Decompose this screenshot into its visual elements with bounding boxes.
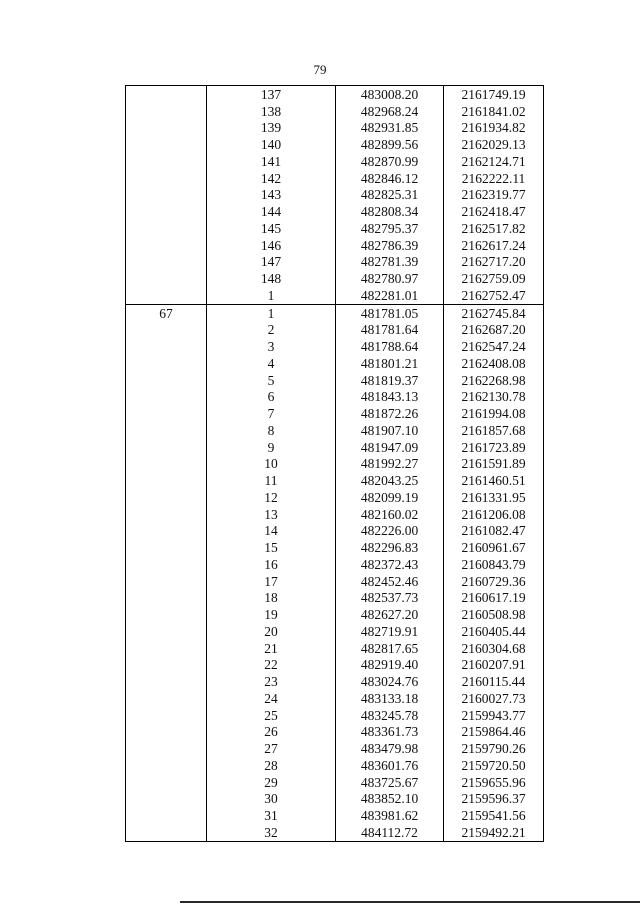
parcel-number-cell [126, 724, 207, 741]
x-coordinate-cell: 481781.64 [336, 322, 444, 339]
table-row [126, 120, 544, 137]
x-coordinate-cell: 481788.64 [336, 338, 444, 355]
x-coordinate-cell: 482795.37 [336, 220, 444, 237]
parcel-number-cell [126, 103, 207, 120]
point-number-cell: 13 [207, 506, 336, 523]
x-coordinate-cell: 482043.25 [336, 472, 444, 489]
coordinate-table-body [126, 86, 544, 842]
parcel-number-cell [126, 203, 207, 220]
point-number-cell: 30 [207, 791, 336, 808]
y-coordinate-cell: 2160405.44 [444, 623, 544, 640]
y-coordinate-cell: 2159596.37 [444, 791, 544, 808]
point-number-cell: 146 [207, 237, 336, 254]
x-coordinate-cell: 482452.46 [336, 573, 444, 590]
table-row [126, 338, 544, 355]
table-row [126, 287, 544, 304]
point-number-cell: 26 [207, 724, 336, 741]
y-coordinate-cell: 2162319.77 [444, 187, 544, 204]
y-coordinate-cell: 2160617.19 [444, 590, 544, 607]
y-coordinate-cell: 2162745.84 [444, 304, 544, 321]
table-row [126, 757, 544, 774]
point-number-cell: 6 [207, 389, 336, 406]
point-number-cell: 25 [207, 707, 336, 724]
parcel-number-cell [126, 791, 207, 808]
point-number-cell: 147 [207, 254, 336, 271]
x-coordinate-cell: 482281.01 [336, 287, 444, 304]
point-number-cell: 16 [207, 556, 336, 573]
x-coordinate-cell: 481801.21 [336, 355, 444, 372]
y-coordinate-cell: 2162268.98 [444, 372, 544, 389]
y-coordinate-cell: 2160508.98 [444, 606, 544, 623]
table-row [126, 372, 544, 389]
point-number-cell: 10 [207, 456, 336, 473]
parcel-number-cell [126, 287, 207, 304]
table-row [126, 774, 544, 791]
parcel-number-cell [126, 254, 207, 271]
y-coordinate-cell: 2161857.68 [444, 422, 544, 439]
y-coordinate-cell: 2159720.50 [444, 757, 544, 774]
y-coordinate-cell: 2160207.91 [444, 657, 544, 674]
point-number-cell: 21 [207, 640, 336, 657]
y-coordinate-cell: 2159943.77 [444, 707, 544, 724]
point-number-cell: 20 [207, 623, 336, 640]
parcel-number-cell [126, 456, 207, 473]
x-coordinate-cell: 483601.76 [336, 757, 444, 774]
y-coordinate-cell: 2161331.95 [444, 489, 544, 506]
x-coordinate-cell: 482817.65 [336, 640, 444, 657]
table-row [126, 523, 544, 540]
x-coordinate-cell: 482899.56 [336, 136, 444, 153]
x-coordinate-cell: 482786.39 [336, 237, 444, 254]
y-coordinate-cell: 2161723.89 [444, 439, 544, 456]
x-coordinate-cell: 483479.98 [336, 740, 444, 757]
table-row [126, 304, 544, 321]
parcel-number-cell [126, 237, 207, 254]
point-number-cell: 4 [207, 355, 336, 372]
parcel-number-cell [126, 690, 207, 707]
parcel-number-cell [126, 86, 207, 103]
table-row [126, 539, 544, 556]
table-row [126, 456, 544, 473]
point-number-cell: 1 [207, 287, 336, 304]
scan-edge-line [180, 901, 640, 903]
table-row [126, 254, 544, 271]
table-row [126, 824, 544, 841]
point-number-cell: 8 [207, 422, 336, 439]
parcel-number-cell [126, 740, 207, 757]
point-number-cell: 145 [207, 220, 336, 237]
table-row [126, 203, 544, 220]
y-coordinate-cell: 2161749.19 [444, 86, 544, 103]
x-coordinate-cell: 483245.78 [336, 707, 444, 724]
y-coordinate-cell: 2162617.24 [444, 237, 544, 254]
y-coordinate-cell: 2161591.89 [444, 456, 544, 473]
table-row [126, 640, 544, 657]
point-number-cell: 24 [207, 690, 336, 707]
point-number-cell: 141 [207, 153, 336, 170]
point-number-cell: 3 [207, 338, 336, 355]
x-coordinate-cell: 481819.37 [336, 372, 444, 389]
table-row [126, 220, 544, 237]
table-row [126, 740, 544, 757]
x-coordinate-cell: 483852.10 [336, 791, 444, 808]
y-coordinate-cell: 2162222.11 [444, 170, 544, 187]
point-number-cell: 11 [207, 472, 336, 489]
x-coordinate-cell: 482160.02 [336, 506, 444, 523]
x-coordinate-cell: 481992.27 [336, 456, 444, 473]
x-coordinate-cell: 484112.72 [336, 824, 444, 841]
parcel-number-cell [126, 506, 207, 523]
table-row [126, 389, 544, 406]
y-coordinate-cell: 2160961.67 [444, 539, 544, 556]
parcel-number-cell [126, 707, 207, 724]
y-coordinate-cell: 2162418.47 [444, 203, 544, 220]
x-coordinate-cell: 482870.99 [336, 153, 444, 170]
parcel-number-cell [126, 657, 207, 674]
x-coordinate-cell: 482808.34 [336, 203, 444, 220]
point-number-cell: 7 [207, 405, 336, 422]
parcel-number-cell [126, 322, 207, 339]
x-coordinate-cell: 481907.10 [336, 422, 444, 439]
point-number-cell: 29 [207, 774, 336, 791]
table-row [126, 506, 544, 523]
table-row [126, 573, 544, 590]
x-coordinate-cell: 482781.39 [336, 254, 444, 271]
x-coordinate-cell: 482780.97 [336, 270, 444, 287]
point-number-cell: 1 [207, 304, 336, 321]
y-coordinate-cell: 2161082.47 [444, 523, 544, 540]
point-number-cell: 28 [207, 757, 336, 774]
y-coordinate-cell: 2160729.36 [444, 573, 544, 590]
table-row [126, 187, 544, 204]
y-coordinate-cell: 2162547.24 [444, 338, 544, 355]
parcel-number-cell [126, 472, 207, 489]
y-coordinate-cell: 2162130.78 [444, 389, 544, 406]
parcel-number-cell [126, 153, 207, 170]
parcel-number-cell [126, 422, 207, 439]
table-row [126, 623, 544, 640]
table-row [126, 270, 544, 287]
parcel-number-cell [126, 673, 207, 690]
y-coordinate-cell: 2159864.46 [444, 724, 544, 741]
parcel-number-cell [126, 807, 207, 824]
table-row [126, 590, 544, 607]
x-coordinate-cell: 482226.00 [336, 523, 444, 540]
x-coordinate-cell: 482825.31 [336, 187, 444, 204]
y-coordinate-cell: 2160304.68 [444, 640, 544, 657]
y-coordinate-cell: 2162124.71 [444, 153, 544, 170]
parcel-number-cell [126, 640, 207, 657]
x-coordinate-cell: 483981.62 [336, 807, 444, 824]
parcel-number-cell [126, 539, 207, 556]
y-coordinate-cell: 2161206.08 [444, 506, 544, 523]
y-coordinate-cell: 2162517.82 [444, 220, 544, 237]
table-row [126, 103, 544, 120]
point-number-cell: 142 [207, 170, 336, 187]
x-coordinate-cell: 482627.20 [336, 606, 444, 623]
parcel-number-cell [126, 757, 207, 774]
parcel-number-cell [126, 136, 207, 153]
y-coordinate-cell: 2162752.47 [444, 287, 544, 304]
table-row [126, 136, 544, 153]
point-number-cell: 15 [207, 539, 336, 556]
point-number-cell: 23 [207, 673, 336, 690]
table-row [126, 707, 544, 724]
parcel-number-cell [126, 372, 207, 389]
parcel-number-cell [126, 824, 207, 841]
parcel-number-cell [126, 590, 207, 607]
point-number-cell: 5 [207, 372, 336, 389]
point-number-cell: 148 [207, 270, 336, 287]
x-coordinate-cell: 483725.67 [336, 774, 444, 791]
point-number-cell: 9 [207, 439, 336, 456]
parcel-number-cell [126, 439, 207, 456]
y-coordinate-cell: 2160843.79 [444, 556, 544, 573]
parcel-number-cell [126, 220, 207, 237]
y-coordinate-cell: 2159492.21 [444, 824, 544, 841]
parcel-number-cell [126, 120, 207, 137]
y-coordinate-cell: 2159655.96 [444, 774, 544, 791]
parcel-number-cell [126, 556, 207, 573]
parcel-number-cell [126, 523, 207, 540]
y-coordinate-cell: 2160115.44 [444, 673, 544, 690]
x-coordinate-cell: 483008.20 [336, 86, 444, 103]
y-coordinate-cell: 2161994.08 [444, 405, 544, 422]
parcel-number-cell [126, 573, 207, 590]
x-coordinate-cell: 482372.43 [336, 556, 444, 573]
table-row [126, 405, 544, 422]
x-coordinate-cell: 482099.19 [336, 489, 444, 506]
x-coordinate-cell: 482846.12 [336, 170, 444, 187]
x-coordinate-cell: 481947.09 [336, 439, 444, 456]
parcel-number-cell [126, 489, 207, 506]
table-row [126, 322, 544, 339]
table-row [126, 489, 544, 506]
point-number-cell: 140 [207, 136, 336, 153]
point-number-cell: 144 [207, 203, 336, 220]
y-coordinate-cell: 2161934.82 [444, 120, 544, 137]
x-coordinate-cell: 482719.91 [336, 623, 444, 640]
parcel-number-cell [126, 405, 207, 422]
page-number: 79 [313, 62, 327, 77]
table-row [126, 439, 544, 456]
x-coordinate-cell: 481843.13 [336, 389, 444, 406]
table-row [126, 86, 544, 103]
y-coordinate-cell: 2162717.20 [444, 254, 544, 271]
table-row [126, 170, 544, 187]
table-row [126, 673, 544, 690]
point-number-cell: 12 [207, 489, 336, 506]
point-number-cell: 139 [207, 120, 336, 137]
y-coordinate-cell: 2162408.08 [444, 355, 544, 372]
point-number-cell: 138 [207, 103, 336, 120]
point-number-cell: 32 [207, 824, 336, 841]
x-coordinate-cell: 483024.76 [336, 673, 444, 690]
y-coordinate-cell: 2161841.02 [444, 103, 544, 120]
parcel-number-cell [126, 623, 207, 640]
table-row [126, 791, 544, 808]
point-number-cell: 27 [207, 740, 336, 757]
parcel-number-cell [126, 187, 207, 204]
x-coordinate-cell: 481872.26 [336, 405, 444, 422]
table-row [126, 153, 544, 170]
y-coordinate-cell: 2162759.09 [444, 270, 544, 287]
x-coordinate-cell: 482537.73 [336, 590, 444, 607]
point-number-cell: 18 [207, 590, 336, 607]
parcel-number-cell [126, 270, 207, 287]
parcel-number-cell [126, 606, 207, 623]
point-number-cell: 143 [207, 187, 336, 204]
table-row [126, 606, 544, 623]
table-row [126, 355, 544, 372]
x-coordinate-cell: 481781.05 [336, 304, 444, 321]
table-row [126, 657, 544, 674]
point-number-cell: 137 [207, 86, 336, 103]
y-coordinate-cell: 2159790.26 [444, 740, 544, 757]
parcel-number-cell [126, 170, 207, 187]
y-coordinate-cell: 2162029.13 [444, 136, 544, 153]
point-number-cell: 17 [207, 573, 336, 590]
point-number-cell: 31 [207, 807, 336, 824]
x-coordinate-cell: 482919.40 [336, 657, 444, 674]
point-number-cell: 22 [207, 657, 336, 674]
y-coordinate-cell: 2159541.56 [444, 807, 544, 824]
point-number-cell: 2 [207, 322, 336, 339]
y-coordinate-cell: 2160027.73 [444, 690, 544, 707]
point-number-cell: 14 [207, 523, 336, 540]
y-coordinate-cell: 2161460.51 [444, 472, 544, 489]
x-coordinate-cell: 482931.85 [336, 120, 444, 137]
table-row [126, 556, 544, 573]
x-coordinate-cell: 482296.83 [336, 539, 444, 556]
x-coordinate-cell: 482968.24 [336, 103, 444, 120]
table-row [126, 807, 544, 824]
parcel-number-cell [126, 389, 207, 406]
parcel-number-cell [126, 355, 207, 372]
x-coordinate-cell: 483133.18 [336, 690, 444, 707]
point-number-cell: 19 [207, 606, 336, 623]
table-row [126, 422, 544, 439]
parcel-number-cell: 67 [126, 304, 207, 321]
x-coordinate-cell: 483361.73 [336, 724, 444, 741]
table-row [126, 472, 544, 489]
table-row [126, 690, 544, 707]
y-coordinate-cell: 2162687.20 [444, 322, 544, 339]
parcel-number-cell [126, 338, 207, 355]
table-row [126, 724, 544, 741]
coordinate-table [125, 85, 544, 842]
parcel-number-cell [126, 774, 207, 791]
table-row [126, 237, 544, 254]
